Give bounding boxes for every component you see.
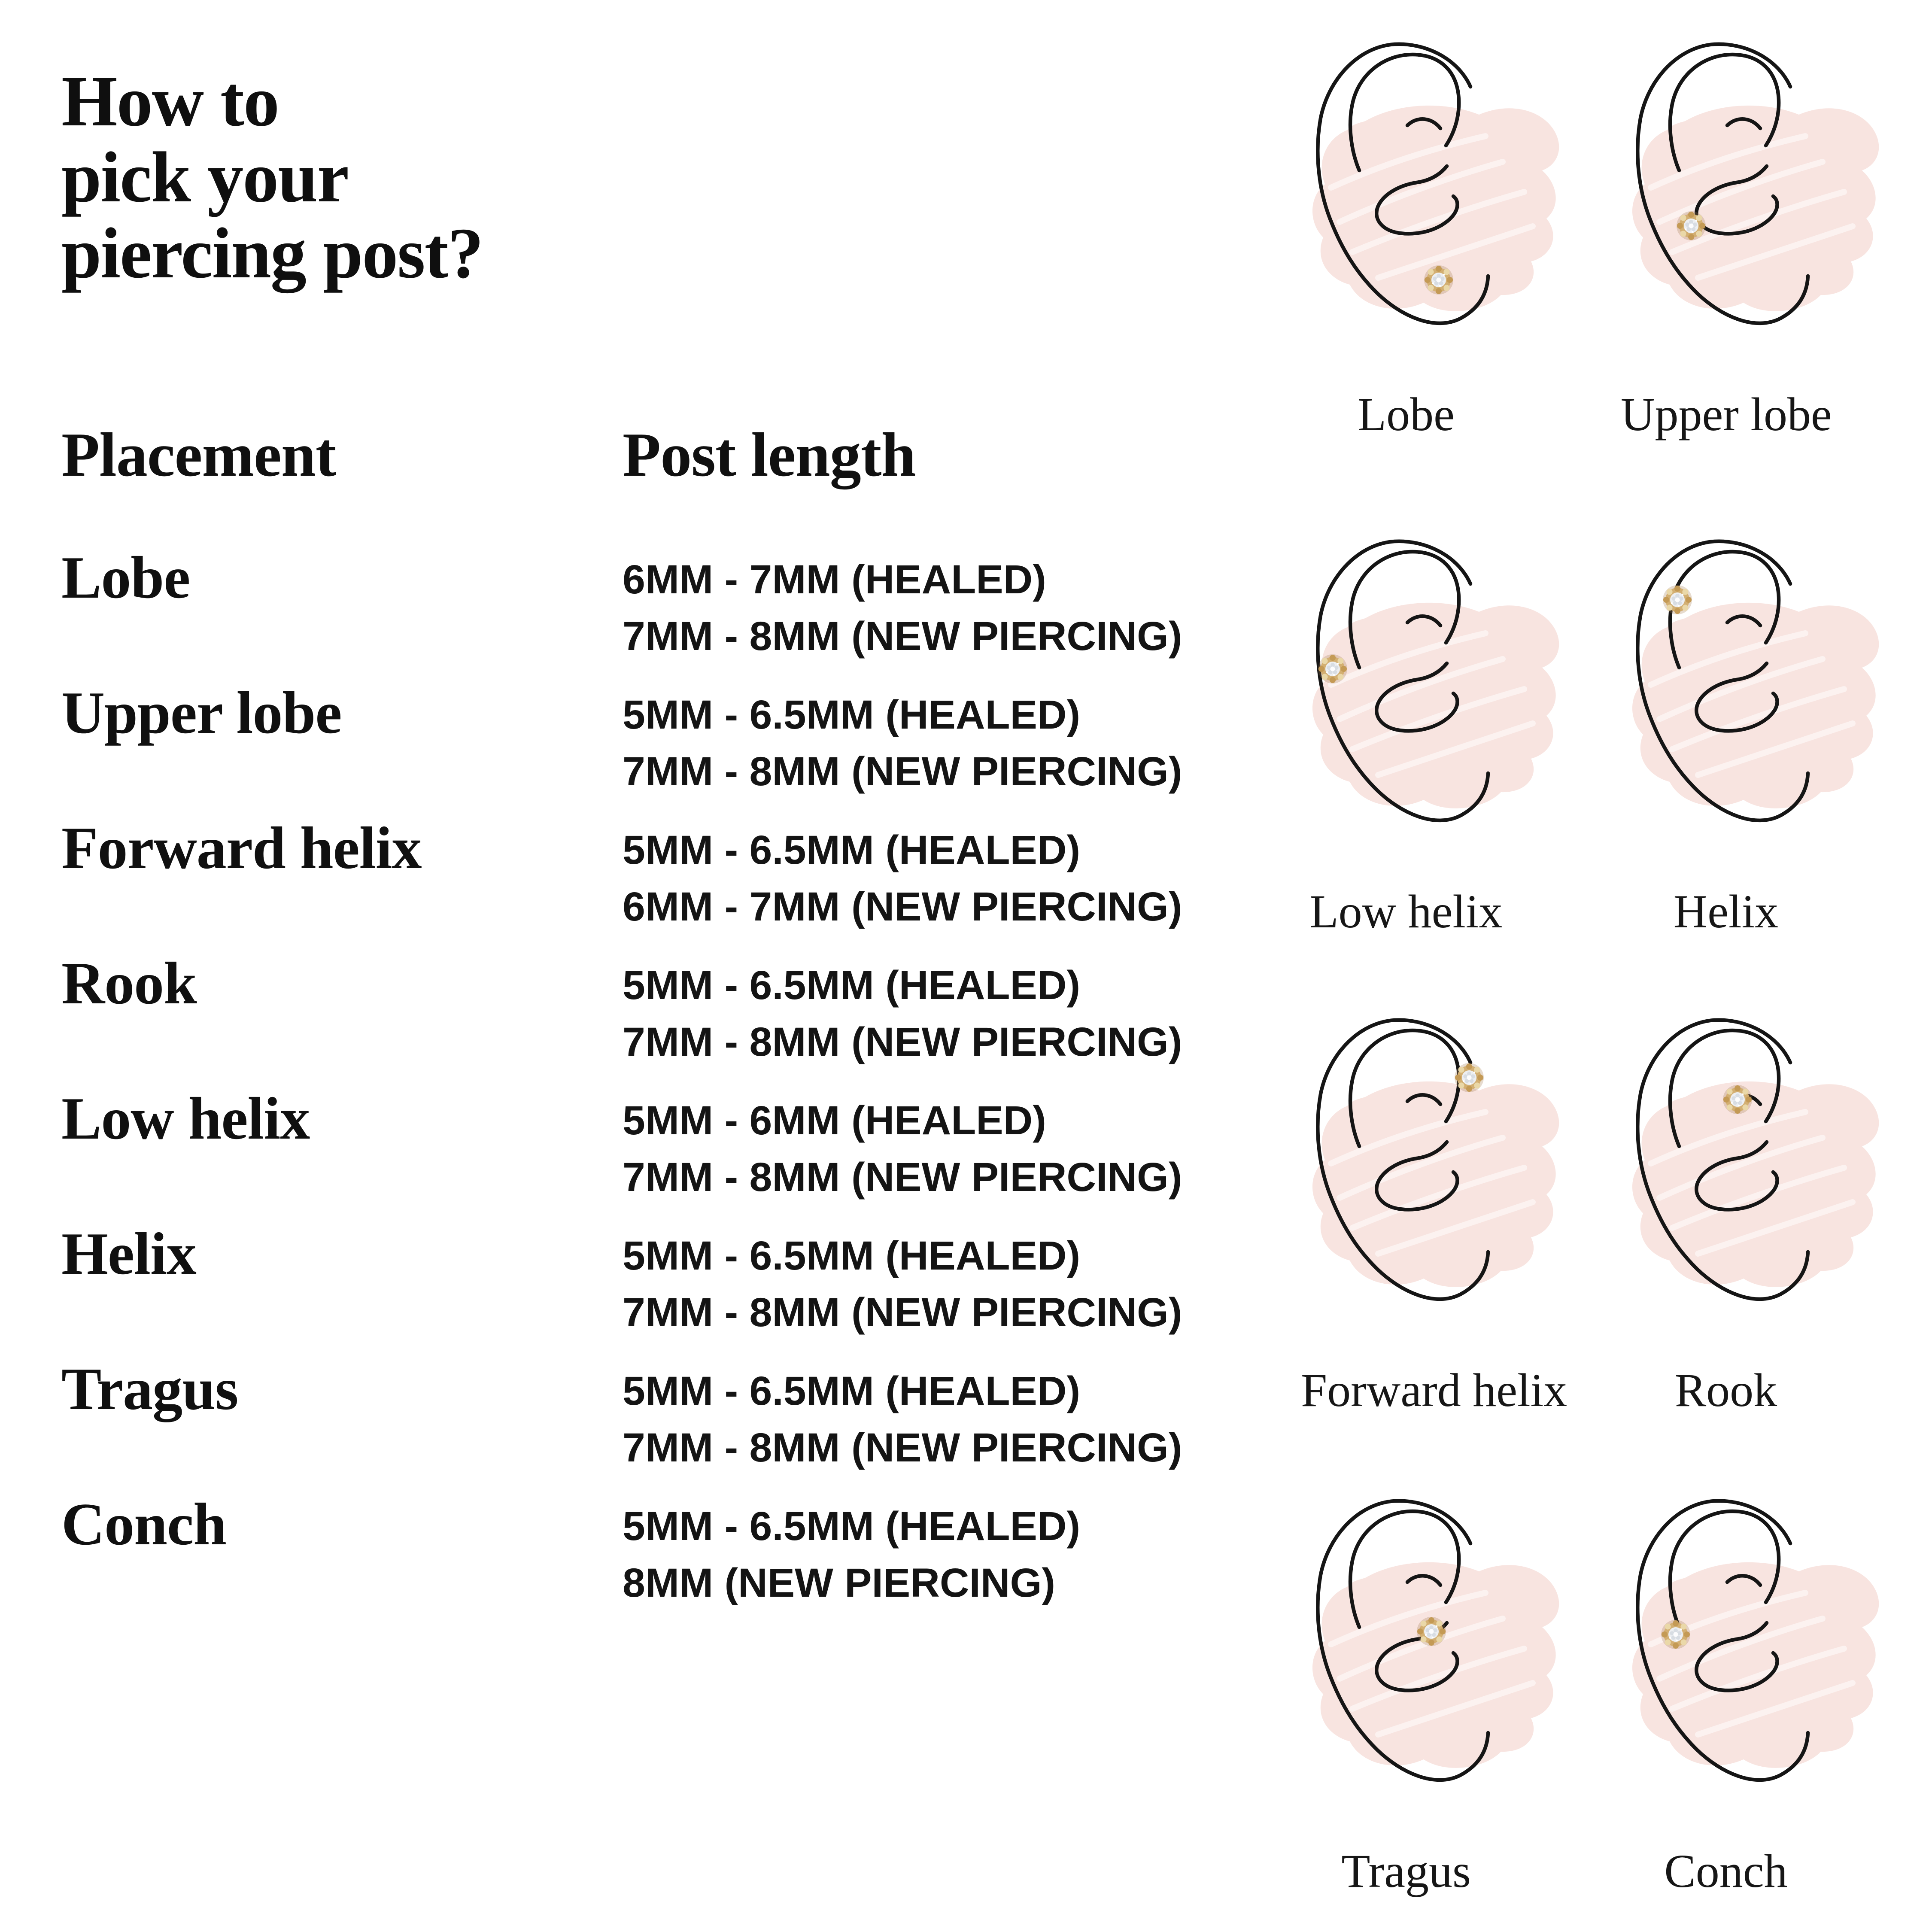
ear-label: Forward helix [1301,1364,1567,1416]
post-length-cell [623,680,1182,800]
ear-label: Upper lobe [1621,388,1832,440]
post-length-value: 6MM - 7MM (HEALED) [623,557,1046,602]
piercing-stud-icon [1663,585,1692,614]
ear-diagram-helix [1621,535,1887,947]
post-length-value: 7MM - 8MM (NEW PIERCING) [623,1154,1182,1200]
post-length-value: 5MM - 6.5MM (HEALED) [623,1233,1081,1279]
piercing-stud-icon [1318,654,1347,683]
page-title-line: piercing post? [61,213,483,293]
ear-diagram-upper-lobe [1621,37,1887,450]
post-length-cell [623,1221,1182,1341]
placement-label: Rook [61,950,197,1017]
piercing-stud-icon [1723,1085,1752,1114]
ear-diagram-conch [1621,1494,1887,1906]
table-row [61,951,1246,1080]
ear-label: Conch [1664,1845,1788,1897]
post-length-cell [623,1086,1182,1206]
ear-label: Lobe [1357,388,1455,440]
ear-diagram-low-helix [1301,535,1567,947]
table-row [61,1492,1246,1621]
post-length-value: 5MM - 6.5MM (HEALED) [623,1504,1081,1549]
post-length-value: 5MM - 6.5MM (HEALED) [623,827,1081,873]
ear-label: Tragus [1341,1845,1471,1897]
ear-diagram-rook [1621,1013,1887,1425]
piercing-stud-icon [1417,1617,1446,1646]
ear-illustration [1301,1494,1567,1799]
post-length-value: 8MM (NEW PIERCING) [623,1560,1056,1606]
table-row [61,545,1246,674]
piercing-stud-icon [1661,1620,1690,1649]
ear-diagram-tragus [1301,1494,1567,1906]
page-title-line: How to [61,61,279,141]
table-row [61,1357,1246,1485]
post-length-value: 7MM - 8MM (NEW PIERCING) [623,614,1182,659]
ear-illustration [1621,37,1887,342]
ear-illustration [1621,535,1887,839]
post-length-column-header: Post length [623,420,916,489]
ear-illustration [1301,535,1567,839]
placement-label: Conch [61,1491,226,1558]
post-length-value: 6MM - 7MM (NEW PIERCING) [623,884,1182,930]
post-length-value: 7MM - 8MM (NEW PIERCING) [623,1425,1182,1470]
placement-label: Upper lobe [61,680,342,746]
post-length-cell [623,816,1182,935]
post-length-cell [623,545,1182,665]
placement-label: Forward helix [61,815,422,881]
ear-illustration [1621,1013,1887,1318]
post-length-value: 5MM - 6MM (HEALED) [623,1098,1046,1143]
post-length-cell [623,1492,1080,1611]
post-length-value: 7MM - 8MM (NEW PIERCING) [623,1290,1182,1335]
table-row [61,1086,1246,1215]
ear-diagram-lobe [1301,37,1567,450]
placement-label: Low helix [61,1085,310,1152]
table-row [61,680,1246,809]
ear-label: Helix [1673,885,1779,938]
ear-illustration [1301,37,1567,342]
post-length-value: 7MM - 8MM (NEW PIERCING) [623,1019,1182,1065]
ear-illustration [1301,1013,1567,1318]
placement-label: Lobe [61,544,190,611]
placement-label: Helix [61,1221,196,1287]
piercing-stud-icon [1677,211,1706,240]
ear-label: Low helix [1309,885,1503,938]
placement-column-header: Placement [61,420,336,489]
page-title [61,61,483,293]
ear-diagram-forward-helix [1301,1013,1567,1425]
ear-illustration [1621,1494,1887,1799]
page-title-line: pick your [61,137,349,217]
piercing-stud-icon [1455,1063,1484,1092]
ear-label: Rook [1674,1364,1777,1416]
post-length-value: 7MM - 8MM (NEW PIERCING) [623,749,1182,794]
post-length-value: 5MM - 6.5MM (HEALED) [623,1368,1081,1414]
post-length-value: 5MM - 6.5MM (HEALED) [623,692,1081,738]
table-row [61,816,1246,945]
table-row [61,1221,1246,1350]
post-length-value: 5MM - 6.5MM (HEALED) [623,963,1081,1008]
piercing-stud-icon [1424,265,1453,295]
post-length-cell [623,1357,1182,1476]
post-length-cell [623,951,1182,1070]
placement-label: Tragus [61,1356,238,1422]
